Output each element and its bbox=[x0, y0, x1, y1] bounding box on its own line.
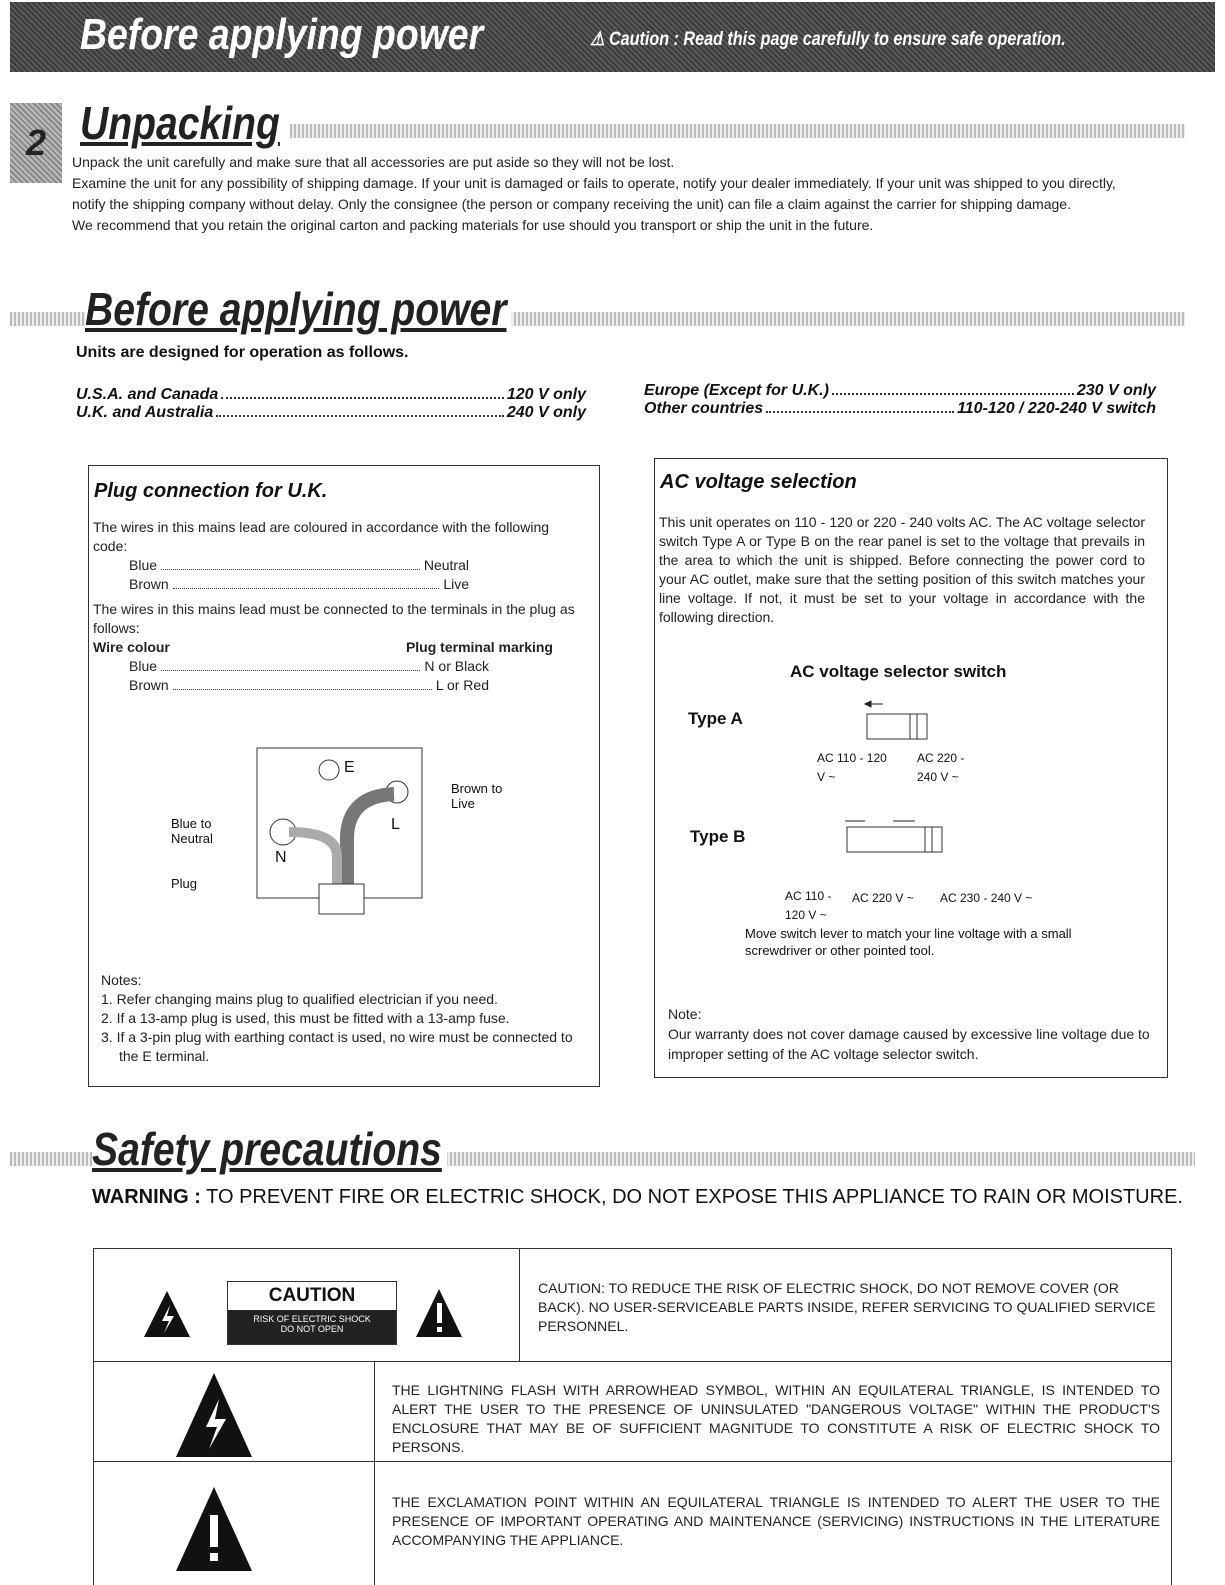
lightning-triangle-icon bbox=[174, 1371, 254, 1459]
region-name: U.S.A. and Canada bbox=[76, 386, 219, 403]
paragraph: Unpack the unit carefully and make sure that all accessories are put aside so they will not be lost. bbox=[72, 154, 675, 170]
wire-colour: Brown bbox=[129, 677, 169, 693]
page-number: 2 bbox=[10, 103, 62, 183]
note-item: 3. If a 3-pin plug with earthing contact is used, no wire must be connected to the E terminal. bbox=[101, 1029, 573, 1064]
wire-colour: Blue bbox=[129, 658, 158, 674]
brown-label: Brown to Live bbox=[451, 781, 503, 811]
type-b-label-2: AC 220 V ~ bbox=[852, 891, 914, 905]
type-b-label-3: AC 230 - 240 V ~ bbox=[940, 891, 1033, 905]
region-name: Other countries bbox=[644, 400, 764, 417]
power-heading: Before applying power bbox=[85, 282, 512, 336]
caution-label-title: CAUTION bbox=[268, 1285, 356, 1306]
region-voltage: 240 V only bbox=[506, 404, 586, 421]
terminal-marking: N or Black bbox=[424, 658, 489, 674]
warning-label: WARNING : bbox=[92, 1186, 201, 1208]
region-list-right bbox=[644, 382, 1156, 418]
plug-title: Plug connection for U.K. bbox=[94, 480, 328, 502]
region-voltage: 120 V only bbox=[506, 386, 586, 403]
region-name: Europe (Except for U.K.) bbox=[644, 382, 829, 399]
warning-message: TO PREVENT FIRE OR ELECTRIC SHOCK, DO NOT EXPOSE THIS APPLIANCE TO RAIN OR MOISTURE. bbox=[206, 1186, 1183, 1208]
plug-label: Plug bbox=[171, 876, 198, 891]
divider bbox=[290, 124, 1185, 138]
safety-heading: Safety precautions bbox=[92, 1122, 447, 1176]
column-header: Wire colour bbox=[93, 639, 170, 655]
diagram-title: AC voltage selector switch bbox=[790, 662, 1007, 681]
terminal-l-label: L bbox=[391, 816, 400, 833]
region-voltage: 230 V only bbox=[1076, 382, 1156, 399]
region-name: U.K. and Australia bbox=[76, 404, 214, 421]
terminal-e-label: E bbox=[344, 759, 355, 776]
ac-voltage-box bbox=[654, 458, 1168, 1078]
wire-colour: Blue bbox=[129, 557, 158, 573]
exclamation-symbol-text: THE EXCLAMATION POINT WITHIN AN EQUILATERAL TRIANGLE IS INTENDED TO ALERT THE USER TO THE PRESENCE OF IMPORTANT OPERATING AND MAINTENANCE (SERVICING) INSTRUCTIONS IN THE LITERATURE ACCOMPANYING THE APPLIANCE. bbox=[392, 1494, 1160, 1548]
column-header: Plug terminal marking bbox=[405, 639, 553, 655]
unpacking-text bbox=[72, 152, 1152, 236]
lightning-triangle-icon bbox=[142, 1289, 192, 1339]
caution-text: CAUTION: TO REDUCE THE RISK OF ELECTRIC SHOCK, DO NOT REMOVE COVER (OR BACK). NO USER-SERVICEABLE PARTS INSIDE, REFER SERVICING TO QUALIFIED SERVICE PERSONNEL. bbox=[538, 1280, 1156, 1334]
region-voltage: 110-120 / 220-240 V switch bbox=[957, 400, 1156, 417]
wire-meaning: Live bbox=[443, 576, 469, 592]
note-text: Our warranty does not cover damage caused by excessive line voltage due to improper setting of the AC voltage selector switch. bbox=[668, 1026, 1150, 1062]
terminal-marking: L or Red bbox=[435, 677, 489, 693]
wire-colour: Brown bbox=[129, 576, 169, 592]
caution-label-sub: RISK OF ELECTRIC SHOCK DO NOT OPEN bbox=[228, 1310, 396, 1344]
plug-connection-box bbox=[88, 465, 600, 1087]
notes-title: Notes: bbox=[101, 972, 142, 988]
paragraph: We recommend that you retain the original carton and packing materials for use should you transport or ship the unit in the future. bbox=[72, 217, 874, 233]
power-intro: Units are designed for operation as follows. bbox=[76, 344, 409, 361]
ac-title: AC voltage selection bbox=[660, 471, 857, 493]
caution-label bbox=[227, 1281, 397, 1345]
ac-text: This unit operates on 110 - 120 or 220 - 240 volts AC. The AC voltage selector switch Type A or Type B on the rear panel is set to the voltage that prevails in the area to which the unit is shipped. Before connecting the power cord to your AC outlet, make sure that the setting position of this switch matches your line voltage. If not, it must be set to your voltage in accordance with the following direction. bbox=[659, 514, 1145, 625]
exclamation-triangle-icon bbox=[174, 1485, 254, 1573]
exclamation-triangle-icon bbox=[414, 1287, 464, 1339]
note-title: Note: bbox=[668, 1006, 702, 1022]
blue-label: Blue to Neutral bbox=[171, 816, 213, 846]
type-b-label-1: AC 110 - 120 V ~ bbox=[785, 889, 832, 922]
symbols-table bbox=[93, 1248, 1172, 1585]
wire-meaning: Neutral bbox=[423, 557, 469, 573]
terminal-n-label: N bbox=[275, 849, 287, 866]
move-instruction: Move switch lever to match your line voltage with a small screwdriver or other pointed tool. bbox=[745, 926, 1072, 958]
plug-wiring-diagram bbox=[249, 746, 429, 916]
warning-text bbox=[92, 1182, 1225, 1212]
note-item: 1. Refer changing mains plug to qualified electrician if you need. bbox=[101, 991, 498, 1007]
unpacking-heading: Unpacking bbox=[80, 97, 280, 149]
type-b-label: Type B bbox=[690, 827, 746, 846]
type-a-left-label: AC 110 - 120 V ~ bbox=[817, 751, 887, 784]
lightning-symbol-text: THE LIGHTNING FLASH WITH ARROWHEAD SYMBOL, WITHIN AN EQUILATERAL TRIANGLE, IS INTENDED TO ALERT THE USER TO THE PRESENCE OF UNINSULATED "DANGEROUS VOLTAGE" WITHIN THE PRODUCT'S ENCLOSURE THAT MAY BE OF SUFFICIENT MAGNITUDE TO CONSTITUTE A RISK OF ELECTRIC SHOCK TO PERSONS. bbox=[392, 1382, 1160, 1455]
header-title: Before applying power bbox=[80, 10, 484, 59]
caution-label-cell bbox=[94, 1249, 520, 1361]
header-caution: ⚠ Caution : Read this page carefully to ensure safe operation. bbox=[590, 29, 1066, 50]
paragraph: Examine the unit for any possibility of shipping damage. If your unit is damaged or fails to operate, notify your dealer immediately. If your unit was shipped to you directly, notify the shipping company without delay. Only the consignee (the person or company receiving the unit) can file a claim against the carrier for shipping damage. bbox=[72, 175, 1116, 212]
region-list-left bbox=[76, 386, 586, 422]
type-a-label: Type A bbox=[688, 709, 743, 728]
note-item: 2. If a 13-amp plug is used, this must be fitted with a 13-amp fuse. bbox=[101, 1010, 510, 1026]
plug-text: The wires in this mains lead are coloured in accordance with the following code: bbox=[93, 519, 550, 554]
plug-text: The wires in this mains lead must be connected to the terminals in the plug as follows: bbox=[93, 601, 575, 636]
type-a-right-label: AC 220 - 240 V ~ bbox=[917, 751, 965, 784]
header-banner bbox=[10, 2, 1215, 72]
